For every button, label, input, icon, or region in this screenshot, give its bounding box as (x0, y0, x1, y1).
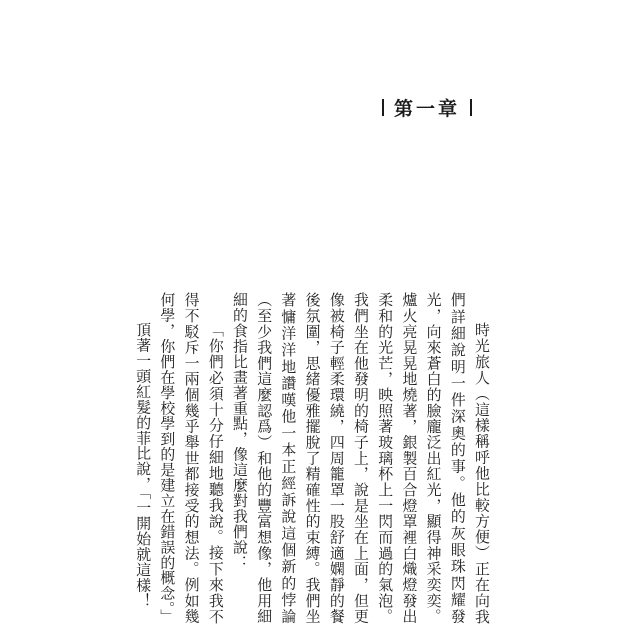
paragraph-1: 時光旅人（這樣稱呼他比較方便）正在向我們詳細說明一件深奧的事。他的灰眼珠閃耀發光，向來蒼白的臉龐泛出紅光，顯得神采奕奕。爐火亮晃晃地燒著，銀製百合燈罩裡白熾燈發出柔和的光芒，映照著玻璃杯上一閃而過的氣泡。我們坐在他發明的椅子上，說是坐在上面，但更像被椅子輕柔環繞，四周籠罩一股舒適嫻靜的餐後氛圍，思緒優雅擺脫了精確性的束縛。我們坐著慵洋洋地讚嘆他一本正經訴說這個新的悖論（至少我們這麼認爲）和他的豐富想像，他用細細的食指比畫著重點，像這麼對我們說： (230, 292, 491, 624)
chapter-title: 第一章 (393, 97, 460, 120)
paragraph-3: 頂著一頭紅髮的菲比說，「一開始就這樣！ (134, 321, 153, 608)
heading-left-bar (382, 99, 384, 116)
chapter-heading (382, 92, 472, 122)
body-text (134, 292, 494, 625)
heading-right-bar (470, 99, 472, 116)
paragraph-2: 「你們必須十分仔細地聽我說。接下來我不得不駁斥一兩個幾乎舉世都接受的想法。例如幾何學，你們在學校學到的是建立在錯誤的概念。」 (158, 292, 225, 625)
